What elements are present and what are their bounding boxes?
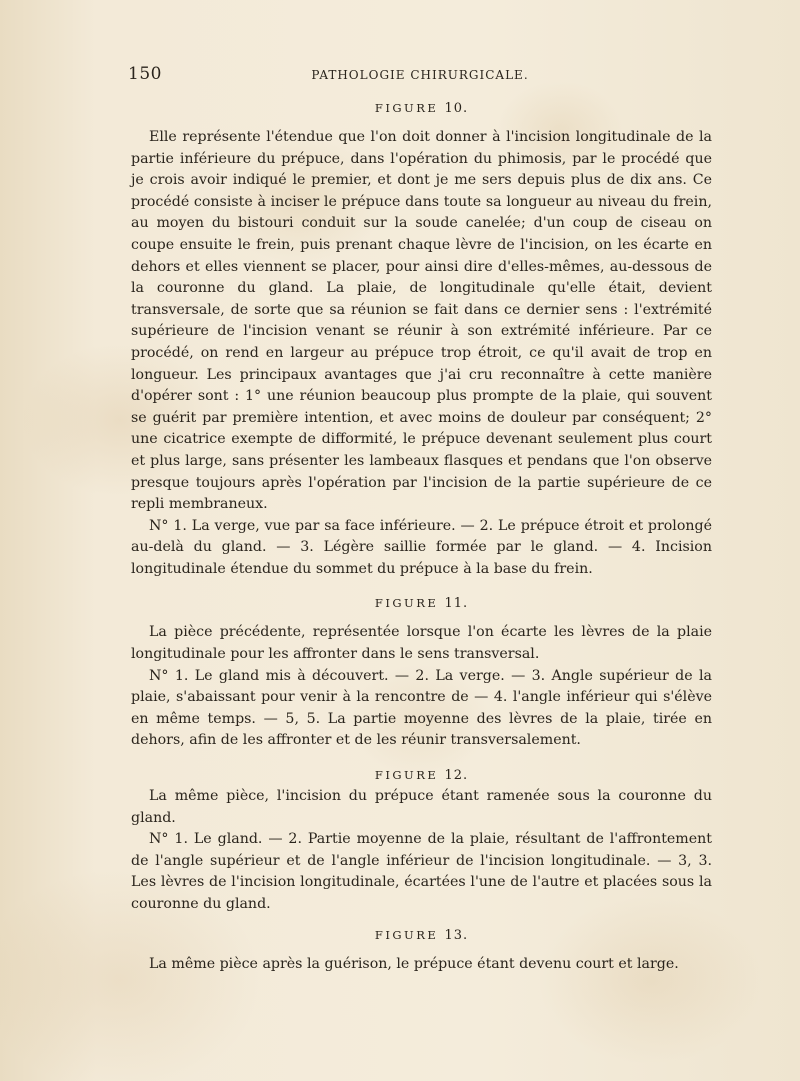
figure-heading-label: FIGURE — [374, 596, 439, 611]
page-number: 150 — [128, 64, 162, 84]
figure-heading — [131, 592, 712, 614]
figure-heading-number: 13. — [444, 927, 469, 943]
figure-heading-label: FIGURE — [374, 768, 439, 783]
page-body — [131, 97, 712, 975]
figure-heading-number: 10. — [444, 101, 469, 116]
figure-heading — [131, 924, 712, 946]
figure-legend: N° 1. Le gland. — 2. Partie moyenne de la plaie, résultant de l'affrontement de l'angle supérieur et de l'angle inférieur de l'incision longitudinale. — 3, 3. Les lèvres de l'incision longitudinale, écartées l'une de l'autre et placées sous la couronne du gland. — [131, 831, 712, 912]
figure-heading-label: FIGURE — [374, 101, 439, 115]
figure-heading — [131, 764, 712, 786]
figure-10-section — [131, 97, 712, 580]
figure-description: Elle représente l'étendue que l'on doit donner à l'incision longitudinale de la partie inférieure du prépuce, dans l'opération du phimosis, par le procédé que je crois avoir indiqué le premier, et dont je me sers depuis plus de dix ans. Ce procédé consiste à inciser le prépuce dans toute sa longueur au niveau du frein, au moyen du bistouri conduit sur la soude canelée; d'un coup de ciseau on coupe ensuite le frein, puis prenant chaque lèvre de l'incision, on les écarte en dehors et elles viennent se placer, pour ainsi dire d'elles-mêmes, au-dessous de la couronne du gland. La plaie, de longitudinale qu'elle était, devient transversale, de sorte que sa réunion se fait dans ce dernier sens : l'extrémité supérieure de l'incision venant se réunir à son extrémité inférieure. Par ce procédé, on rend en largeur au prépuce trop étroit, ce qu'il avait de trop en longueur. Les principaux avantages que j'ai cru reconnaître à cette manière d'opérer sont : 1° une réunion beaucoup plus prompte de la plaie, qui souvent se guérit par première intention, et avec moins de douleur par conséquent; 2° une cicatrice exempte de difformité, le prépuce devenant seulement plus court et plus large, sans présenter les lambeaux flasques et pendans que l'on observe presque toujours après l'opération par l'incision de la partie supérieure de ce repli membraneux. — [131, 129, 712, 513]
running-header — [128, 64, 712, 86]
figure-heading-number: 11. — [444, 596, 469, 612]
figure-heading-number: 12. — [444, 768, 469, 784]
figure-description: La pièce précédente, représentée lorsque l'on écarte les lèvres de la plaie longitudinale pour les affronter dans le sens transversal. — [131, 624, 712, 663]
running-title: PATHOLOGIE CHIRURGICALE. — [311, 68, 529, 82]
figure-description: La même pièce, l'incision du prépuce étant ramenée sous la couronne du gland. — [131, 788, 712, 826]
figure-12-section — [131, 764, 712, 916]
figure-legend: N° 1. La verge, vue par sa face inférieure. — 2. Le prépuce étroit et prolongé au-delà du gland. — 3. Légère saillie formée par le gland. — 4. Incision longitudinale étendue du sommet du prépuce à la base du frein. — [131, 517, 712, 577]
figure-heading-label: FIGURE — [374, 927, 439, 942]
figure-heading — [131, 97, 712, 119]
figure-description: La même pièce après la guérison, le prépuce étant devenu court et large. — [149, 955, 679, 972]
figure-11-section — [131, 592, 712, 752]
figure-13-section — [131, 924, 712, 976]
figure-legend: N° 1. Le gland mis à découvert. — 2. La verge. — 3. Angle supérieur de la plaie, s'abaissant pour venir à la rencontre de — 4. l'angle inférieur qui s'élève en même temps. — 5, 5. La partie moyenne des lèvres de la plaie, tirée en dehors, afin de les affronter et de les réunir transversalement. — [131, 667, 712, 749]
